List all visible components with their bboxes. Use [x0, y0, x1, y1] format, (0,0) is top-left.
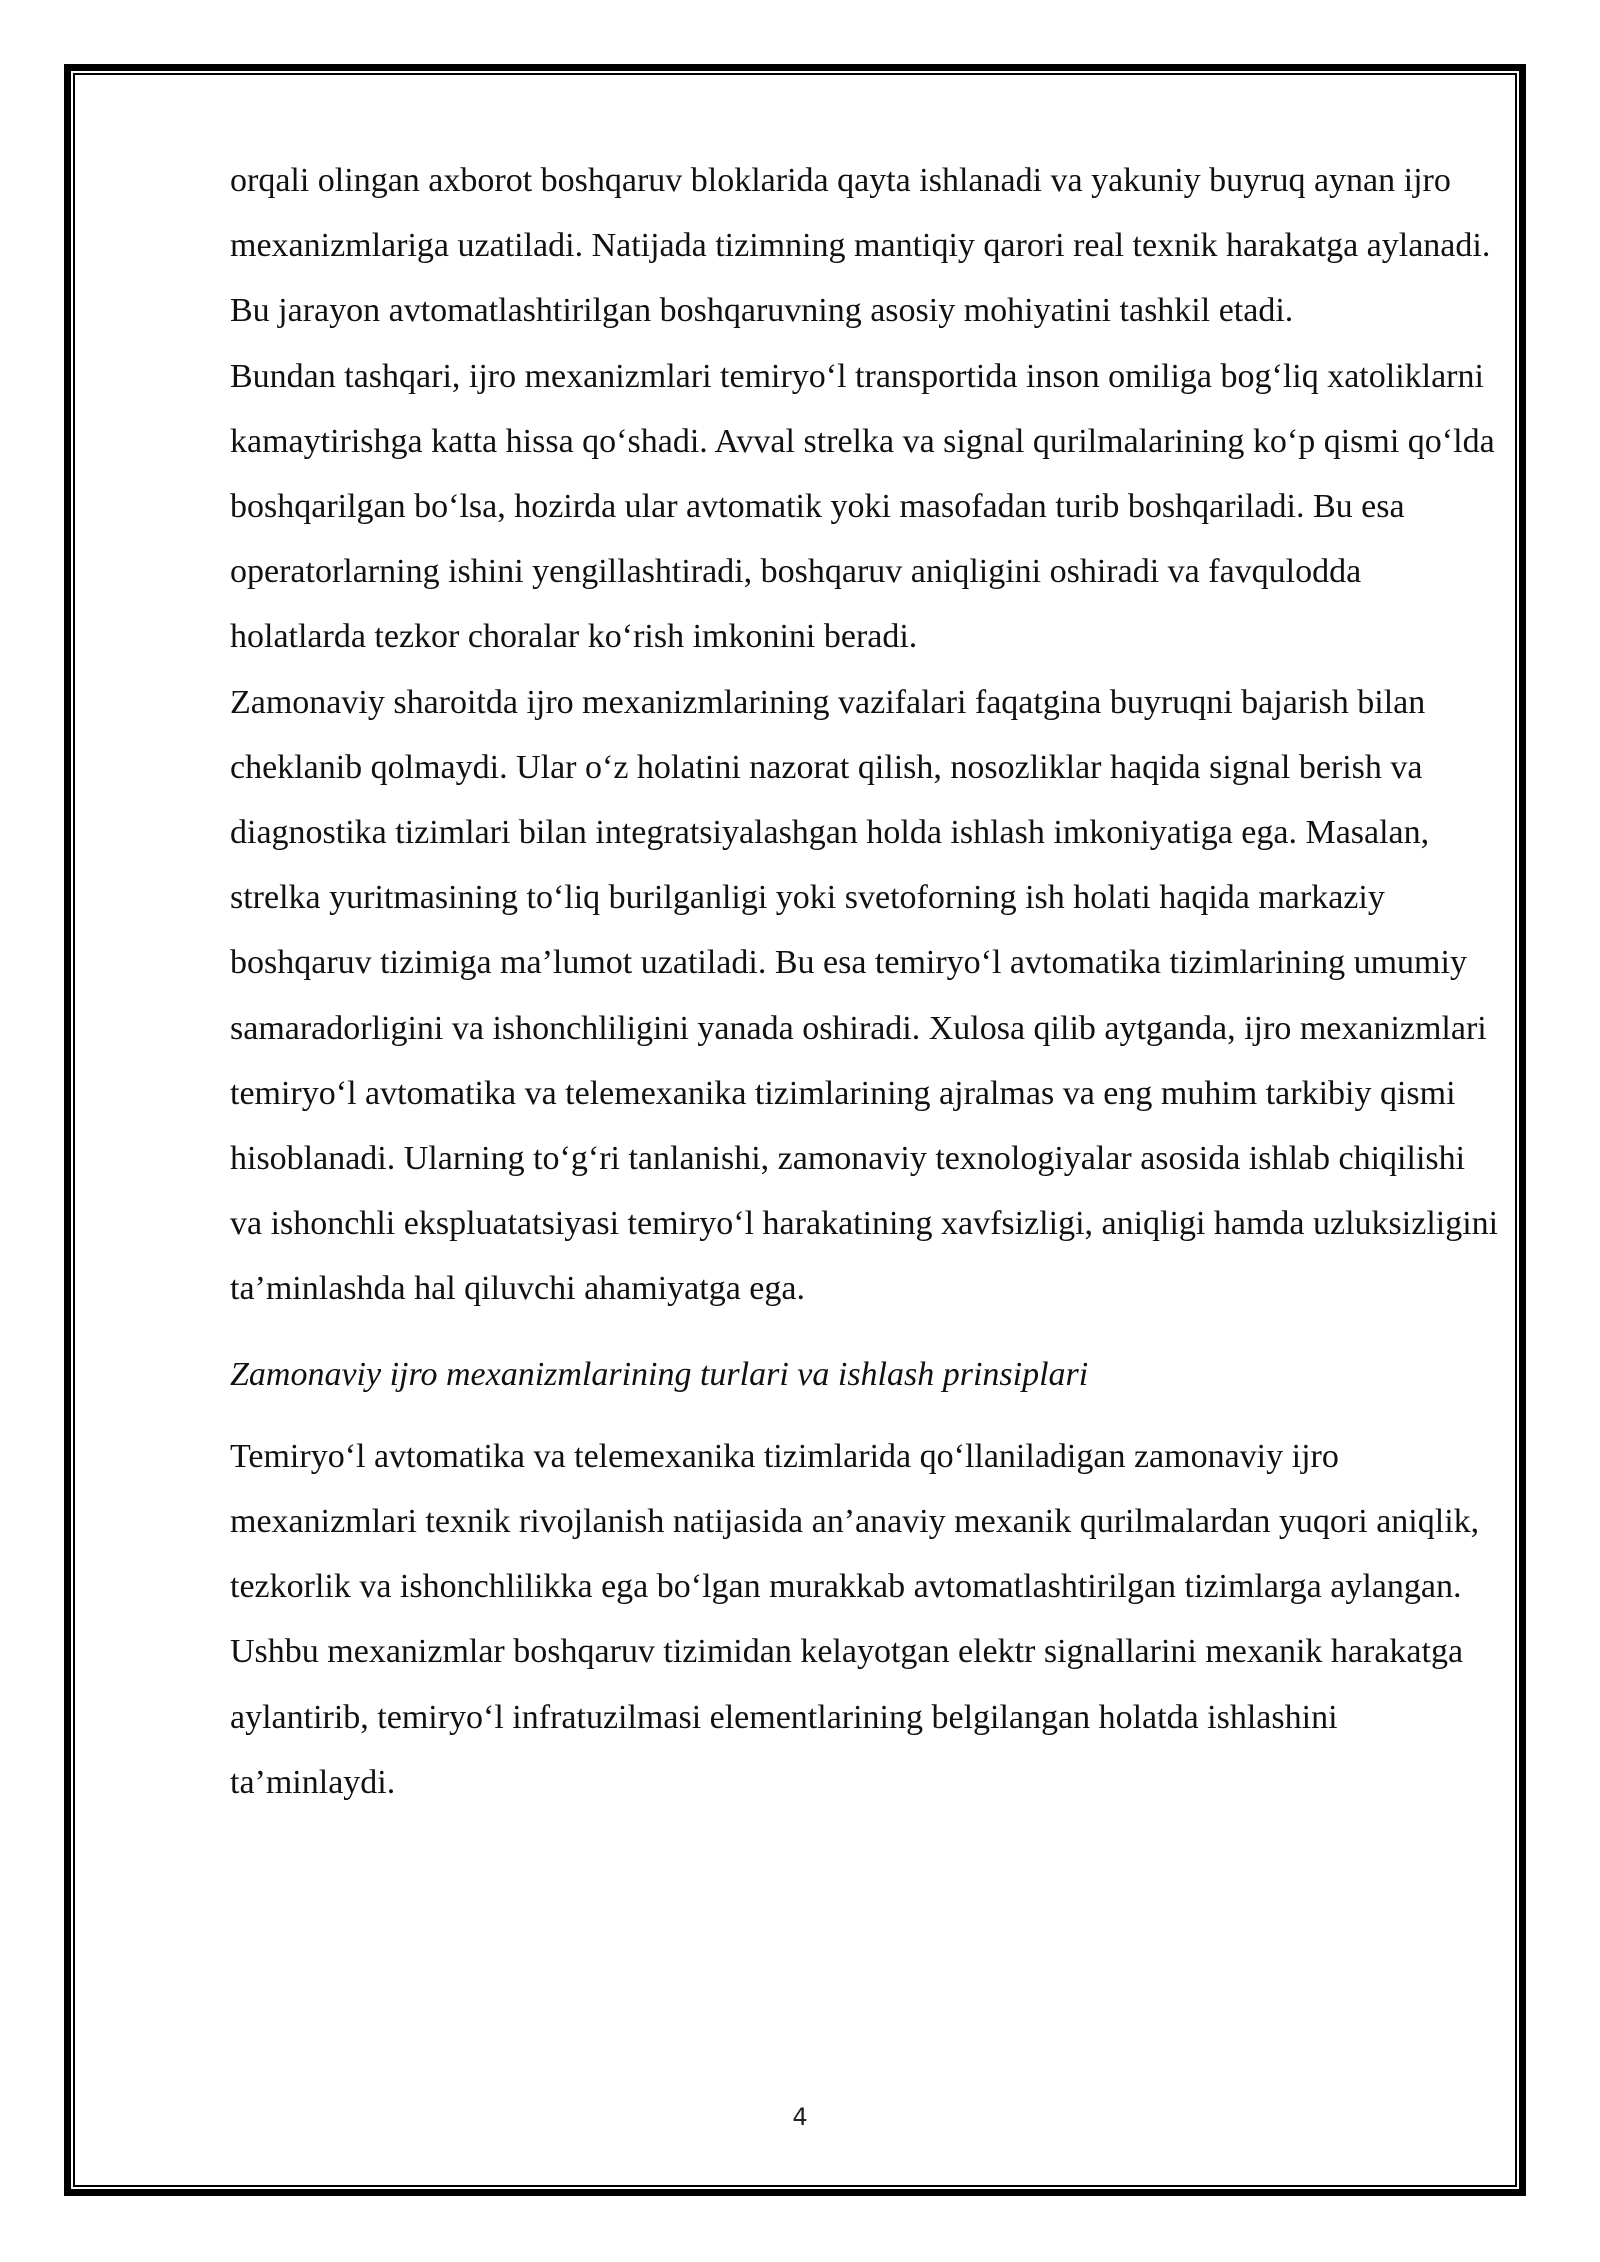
section-paragraph: Temiryo‘l avtomatika va telemexanika tizimlarida qo‘llaniladigan zamonaviy ijro mexanizmlari texnik rivojlanish natijasida an’anaviy mexanik qurilmalardan yuqori aniqlik, tezkorlik va ishonchlilikka ega bo‘lgan murakkab avtomatlashtirilgan tizimlarga aylangan. Ushbu mexanizmlar boshqaruv tizimidan kelayotgan elektr signallarini mexanik harakatga aylantirib, temiryo‘l infratuzilmasi elementlarining belgilangan holatda ishlashini ta’minlaydi.: [230, 1437, 1480, 1801]
body-paragraph-1: orqali olingan axborot boshqaruv bloklarida qayta ishlanadi va yakuniy buyruq aynan ijro mexanizmlariga uzatiladi. Natijada tizimning mantiqiy qarori real texnik harakatga aylanadi. Bu jarayon avtomatlashtirilgan boshqaruvning asosiy mohiyatini tashkil etadi.: [230, 162, 1491, 330]
document-body: [230, 148, 1500, 1815]
section-heading: Zamonaviy ijro mexanizmlarining turlari va ishlash prinsiplari: [230, 1355, 1089, 1393]
page-number: 4: [792, 2103, 808, 2131]
body-paragraph-2: Bundan tashqari, ijro mexanizmlari temiryo‘l transportida inson omiliga bog‘liq xatoliklarni kamaytirishga katta hissa qo‘shadi. Avval strelka va signal qurilmalarining ko‘p qismi qo‘lda boshqarilgan bo‘lsa, hozirda ular avtomatik yoki masofadan turib boshqariladi. Bu esa operatorlarning ishini yengillashtiradi, boshqaruv aniqligini oshiradi va favqulodda holatlarda tezkor choralar ko‘rish imkonini beradi.: [230, 357, 1495, 656]
body-paragraph-3: Zamonaviy sharoitda ijro mexanizmlarining vazifalari faqatgina buyruqni bajarish bilan cheklanib qolmaydi. Ular o‘z holatini nazorat qilish, nosozliklar haqida signal berish va diagnostika tizimlari bilan integratsiyalashgan holda ishlash imkoniyatiga ega. Masalan, strelka yuritmasining to‘liq burilganligi yoki svetoforning ish holati haqida markaziy boshqaruv tizimiga ma’lumot uzatiladi. Bu esa temiryo‘l avtomatika tizimlarining umumiy samaradorligini va ishonchliligini yanada oshiradi. Xulosa qilib aytganda, ijro mexanizmlari temiryo‘l avtomatika va telemexanika tizimlarining ajralmas va eng muhim tarkibiy qismi hisoblanadi. Ularning to‘g‘ri tanlanishi, zamonaviy texnologiyalar asosida ishlab chiqilishi va ishonchli ekspluatatsiyasi temiryo‘l harakatining xavfsizligi, aniqligi hamda uzluksizligini ta’minlashda hal qiluvchi ahamiyatga ega.: [230, 683, 1499, 1308]
